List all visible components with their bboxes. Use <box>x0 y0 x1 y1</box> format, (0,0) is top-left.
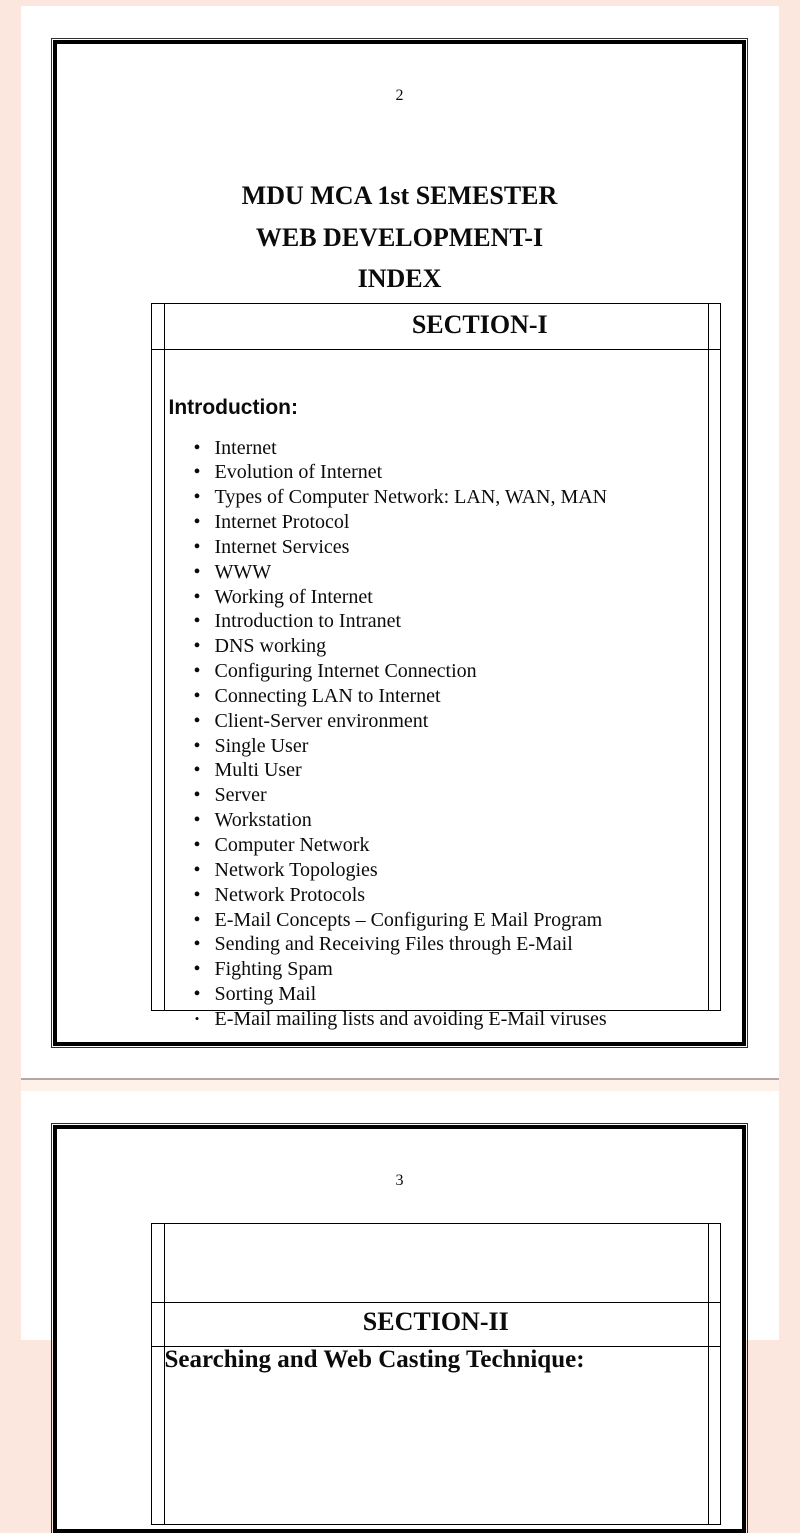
topic-list-item: • Single User <box>152 734 721 759</box>
searching-webcasting-heading: Searching and Web Casting Technique: <box>164 1345 585 1373</box>
topic-list-item: • Internet <box>152 436 721 461</box>
section-1-body <box>152 397 721 1032</box>
topic-list-item: • Introduction to Intranet <box>152 609 721 634</box>
topic-list <box>152 436 721 1032</box>
section-1-header: SECTION-I <box>152 304 721 350</box>
topic-list-item: • Workstation <box>152 808 721 833</box>
page-number: 3 <box>395 1172 404 1189</box>
page-gap-band <box>21 1080 779 1091</box>
topic-list-item: • Types of Computer Network: LAN, WAN, MAN <box>152 485 721 510</box>
topic-list-item: • Connecting LAN to Internet <box>152 684 721 709</box>
section-1-table <box>151 303 722 1030</box>
title-line-subject: WEB DEVELOPMENT-I <box>255 222 544 252</box>
table-left-column-divider <box>164 1224 165 1524</box>
document-page-2 <box>21 6 779 1078</box>
topic-list-item: • Configuring Internet Connection <box>152 659 721 684</box>
topic-list-item: • DNS working <box>152 634 721 659</box>
topic-list-item: • Sending and Receiving Files through E-Mail <box>152 932 721 957</box>
section-2-header: SECTION-II <box>152 1303 721 1347</box>
topic-list-item: • Fighting Spam <box>152 957 721 982</box>
topic-list-item: • Computer Network <box>152 833 721 858</box>
introduction-heading: Introduction: <box>168 395 298 419</box>
topic-list-item: • Working of Internet <box>152 585 721 610</box>
topic-list-item: • Internet Protocol <box>152 510 721 535</box>
document-title-block <box>57 175 742 300</box>
topic-list-item: • E-Mail mailing lists and avoiding E-Mail viruses <box>152 1007 721 1032</box>
topic-list-item: • Network Topologies <box>152 858 721 883</box>
topic-list-item: • E-Mail Concepts – Configuring E Mail Program <box>152 908 721 933</box>
page-border-frame <box>53 1125 746 1533</box>
topic-list-item: • Internet Services <box>152 535 721 560</box>
table-right-column-divider <box>708 1224 709 1524</box>
page-border-frame <box>53 40 746 1046</box>
topic-list-item: • Network Protocols <box>152 883 721 908</box>
topic-list-item: • Sorting Mail <box>152 982 721 1007</box>
topic-list-item: • Client-Server environment <box>152 709 721 734</box>
topic-list-item: • Server <box>152 783 721 808</box>
title-line-course: MDU MCA 1st SEMESTER <box>241 181 558 210</box>
empty-table-row <box>152 1224 721 1303</box>
page-number: 2 <box>395 87 404 104</box>
title-line-index: INDEX <box>357 264 442 293</box>
topic-list-item: • Multi User <box>152 758 721 783</box>
section-2-table <box>151 1223 722 1525</box>
topic-list-item: • WWW <box>152 560 721 585</box>
topic-list-item: • Evolution of Internet <box>152 460 721 485</box>
document-page-3 <box>21 1091 779 1373</box>
